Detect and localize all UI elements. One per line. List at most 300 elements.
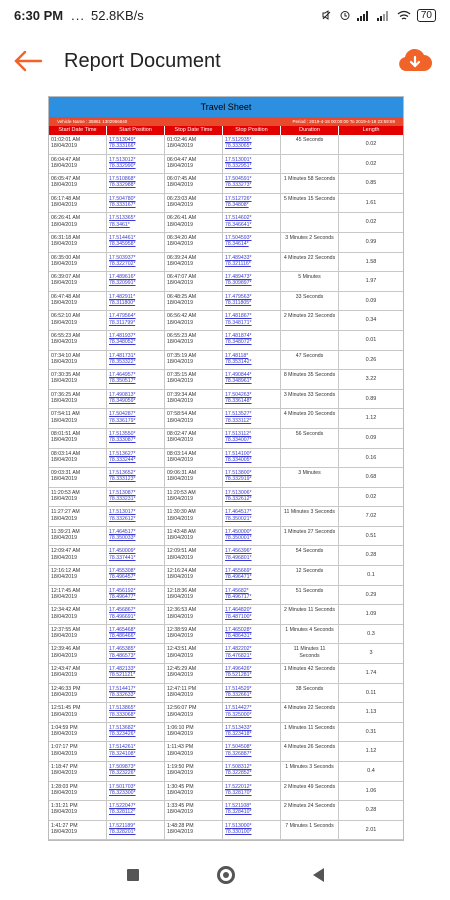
arrow-left-icon [13,50,43,72]
start-lat-link[interactable]: 17.456192* [109,587,136,594]
start-date: 18/04/2019 [51,731,77,738]
cell-start-time [49,213,107,232]
cell-duration: 12 Seconds [281,566,339,585]
start-lat-link[interactable]: 17.513365* [109,215,136,222]
stop-lat-link[interactable]: 17.450000* [225,528,252,535]
start-lng-link[interactable]: 78.323226* [109,770,136,777]
cloud-download-icon[interactable] [398,47,432,75]
stop-lng-link[interactable]: 78.309897* [225,280,252,287]
stop-date: 18/04/2019 [167,456,193,463]
stop-lng-link[interactable]: 78.350021* [225,515,252,522]
start-lng-link[interactable]: 78.328201* [109,829,136,836]
start-lat-link[interactable]: 17.513049* [109,137,136,143]
cell-start-time [49,742,107,761]
stop-time: 01:02:46 AM [167,137,197,143]
cell-stop-time [165,723,223,742]
stop-lat-link[interactable]: 17.513000* [225,822,252,829]
cell-length: 0.09 [365,297,377,304]
header-stop-position: Stop Position [223,126,281,135]
stop-lat-link[interactable]: 17.465028* [225,626,252,633]
cell-stop-time [165,507,223,526]
start-lat-link[interactable]: 17.513012* [109,156,136,163]
stop-lng-link[interactable]: 78.333273* [225,182,252,189]
cell-duration: 3 Minutes [281,468,339,487]
stop-lat-link[interactable]: 17.504591* [225,176,252,183]
stop-lat-link[interactable]: 17.45682* [225,587,249,594]
cell-duration: 7 Minutes 1 Seconds [281,821,339,840]
stop-date: 18/04/2019 [167,339,193,346]
start-time: 1:31:21 PM [51,803,78,810]
start-lat-link[interactable]: 17.513682* [109,724,136,731]
stop-lat-link[interactable]: 17.514602* [225,215,252,222]
stop-lng-link[interactable]: 78.34614* [225,241,249,248]
cell-stop-time [165,546,223,565]
stop-lng-link[interactable]: 78.334007* [225,437,252,444]
table-row [49,546,403,566]
stop-lng-link[interactable]: 78.332951* [225,162,252,169]
stop-lng-link[interactable]: 78.336148* [225,398,252,405]
cell-length: 0.4 [367,768,375,774]
start-date: 18/04/2019 [51,789,77,796]
stop-lat-link[interactable]: 17.481867* [225,313,252,320]
cell-length: 1.58 [365,258,377,265]
header-start-position: Start Position [107,126,165,135]
stop-time: 11:30:30 AM [167,509,196,516]
cell-stop-time [165,213,223,232]
start-time: 07:36:25 AM [51,391,81,398]
start-lat-link[interactable]: 17.521189* [109,822,136,829]
stop-time: 07:39:34 AM [167,391,197,398]
cell-stop-position [223,272,281,291]
start-lng-link[interactable]: 78.350517* [109,378,136,385]
cell-start-time [49,351,107,370]
stop-time: 07:58:54 AM [167,411,197,418]
stop-lat-link[interactable]: 17.521108* [225,803,252,810]
table-row [49,194,403,214]
start-lat-link[interactable]: 17.481731* [109,352,136,359]
cell-start-position [107,762,165,781]
cell-duration: 5 Minutes [281,272,339,291]
stop-date: 18/04/2019 [167,476,193,483]
start-lat-link[interactable]: 17.510868* [109,176,136,183]
start-lat-link[interactable]: 17.501703* [109,783,136,790]
start-lat-link[interactable]: 17.450009* [109,548,136,555]
cell-duration: 4 Minutes 22 Seconds [281,253,339,272]
stop-lng-link[interactable]: 78.476821* [225,652,252,659]
start-time: 06:39:07 AM [51,274,81,281]
stop-lat-link[interactable]: 17.513112* [225,430,252,437]
start-lat-link[interactable]: 17.509873* [109,764,136,770]
start-lat-link[interactable]: 17.456867* [109,607,136,614]
start-lat-link[interactable]: 17.504287* [109,411,136,418]
home-icon[interactable] [217,866,235,884]
stop-lng-link[interactable]: 78.348171* [225,319,252,326]
cell-duration: 1 Minutes 42 Seconds [281,664,339,683]
stop-lat-link[interactable]: 17.522012* [225,783,252,790]
cell-start-position [107,684,165,703]
cell-stop-position [223,821,281,840]
table-body [49,135,403,840]
cell-length: 0.16 [365,454,377,461]
stop-lng-link[interactable]: 78.323418* [225,731,252,738]
stop-date: 18/04/2019 [167,574,193,581]
start-lng-link[interactable]: 78.486573* [109,652,136,659]
start-lat-link[interactable]: 17.481937* [109,332,136,339]
table-row [49,762,403,782]
stop-date: 18/04/2019 [167,731,193,738]
start-lat-link[interactable]: 17.489616* [109,274,136,281]
start-lng-link[interactable]: 78.3461* [109,221,130,228]
cell-start-time [49,507,107,526]
table-row [49,586,403,606]
cell-stop-position [223,233,281,252]
start-lat-link[interactable]: 17.455308* [109,568,136,575]
stop-lng-link[interactable]: 78.333065* [225,143,252,150]
start-date: 18/04/2019 [51,613,77,620]
start-lat-link[interactable]: 17.513550* [109,430,136,437]
cell-stop-position [223,782,281,801]
cell-stop-position [223,331,281,350]
start-date: 18/04/2019 [51,750,77,757]
stop-lng-link[interactable]: 78.346641* [225,221,252,228]
stop-lng-link[interactable]: 78.322852* [225,770,252,777]
signal-icon-2 [377,10,391,21]
start-date: 18/04/2019 [51,221,77,228]
start-lng-link[interactable]: 78.336179* [109,417,136,424]
cell-start-position [107,782,165,801]
cell-stop-time [165,782,223,801]
cell-stop-time [165,703,223,722]
start-lat-link[interactable]: 17.514461* [109,234,136,241]
stop-lat-link[interactable]: 17.504263* [225,391,252,398]
stop-date: 18/04/2019 [167,319,193,326]
page-title: Report Document [64,49,221,72]
start-date: 18/04/2019 [51,162,77,169]
stop-lat-link[interactable]: 17.504508* [225,744,252,751]
start-time: 06:05:47 AM [51,176,81,183]
cell-stop-position [223,429,281,448]
stop-lat-link[interactable]: 17.482202* [225,646,252,653]
stop-lng-link[interactable]: 78.496801* [225,554,252,561]
cell-stop-time [165,821,223,840]
stop-time: 06:07:45 AM [167,176,197,183]
start-lat-link[interactable]: 17.504780* [109,195,136,202]
start-time: 01:02:01 AM [51,137,81,143]
start-time: 12:46:33 PM [51,685,81,692]
stop-time: 1:19:50 PM [167,764,194,770]
stop-lat-link[interactable]: 17.464820* [225,607,252,614]
start-lat-link[interactable]: 17.490813* [109,391,136,398]
start-lat-link[interactable]: 17.482911* [109,293,136,300]
start-lat-link[interactable]: 17.513627* [109,450,136,457]
table-row [49,625,403,645]
travel-sheet [48,96,404,841]
start-lng-link[interactable]: 78.348052* [109,339,136,346]
cell-length: 1.06 [365,787,377,794]
stop-lng-link[interactable]: 78.486431* [225,633,252,640]
stop-time: 06:26:41 AM [167,215,197,222]
cell-length: 0.29 [365,591,377,598]
start-lng-link[interactable]: 78.333123* [109,476,136,483]
cell-start-time [49,331,107,350]
start-time: 08:01:51 AM [51,430,81,437]
stop-lng-link[interactable]: 78.350001* [225,535,252,542]
start-lng-link[interactable]: 78.333167* [109,202,136,209]
stop-lat-link[interactable]: 17.513001* [225,156,252,163]
stop-lat-link[interactable]: 17.489473* [225,274,252,281]
header-duration: Duration [281,126,339,135]
start-time: 1:41:27 PM [51,822,78,829]
start-lat-link[interactable]: 17.465468* [109,626,136,633]
stop-lng-link[interactable]: 78.328410* [225,809,252,816]
start-lng-link[interactable]: 78.486466* [109,633,136,640]
start-lng-link[interactable]: 78.332612* [109,515,136,522]
stop-time: 12:09:51 AM [167,548,197,555]
start-lng-link[interactable]: 78.521121* [109,672,136,679]
start-lng-link[interactable]: 78.333068* [109,711,136,718]
stop-lat-link[interactable]: 17.456396* [225,548,252,555]
cell-duration: 11 Minutes 11 Seconds [281,644,339,663]
cell-duration: 51 Seconds [281,586,339,605]
stop-lng-link[interactable]: 78.348072* [225,339,252,346]
stop-lat-link[interactable]: 17.489433* [225,254,252,261]
start-lat-link[interactable]: 17.522047* [109,803,136,810]
stop-time: 06:55:23 AM [167,332,197,339]
stop-lng-link[interactable]: 78.521281* [225,672,252,679]
start-lng-link[interactable]: 78.324108* [109,750,136,757]
stop-lng-link[interactable]: 78.333112* [225,417,252,424]
start-lng-link[interactable]: 78.332988* [109,182,136,189]
stop-lng-link[interactable]: 78.496717* [225,593,252,600]
start-lng-link[interactable]: 78.322702* [109,260,136,267]
stop-date: 18/04/2019 [167,613,193,620]
table-row [49,409,403,429]
table-row [49,801,403,821]
cell-length: 0.01 [365,336,377,343]
stop-date: 18/04/2019 [167,515,193,522]
start-lng-link[interactable]: 78.332990* [109,162,136,169]
status-bar [0,0,450,30]
stop-lng-link[interactable]: 78.34808* [225,202,249,209]
stop-lng-link[interactable]: 78.330100* [225,829,252,836]
stop-lat-link[interactable]: 17.512726* [225,195,252,202]
start-lat-link[interactable]: 17.513652* [109,470,136,477]
cell-stop-position [223,566,281,585]
start-lng-link[interactable]: 78.350033* [109,535,136,542]
start-time: 08:03:14 AM [51,450,81,457]
cell-stop-position [223,390,281,409]
cell-stop-time [165,762,223,781]
cell-start-position [107,331,165,350]
stop-lat-link[interactable]: 17.514529* [225,685,252,692]
table-row [49,684,403,704]
stop-time: 11:20:53 AM [167,489,196,496]
start-lat-link[interactable]: 17.464957* [109,372,136,379]
start-lng-link[interactable]: 78.333087* [109,437,136,444]
cell-start-time [49,723,107,742]
start-lat-link[interactable]: 17.503937* [109,254,136,261]
stop-time: 12:45:29 AM [167,666,197,673]
cell-length: 0.26 [365,356,377,363]
stop-lng-link[interactable]: 78.326887* [225,750,252,757]
start-lng-link[interactable]: 78.496457* [109,574,136,581]
stop-lng-link[interactable]: 78.487100* [225,613,252,620]
start-lng-link[interactable]: 78.333231* [109,495,136,502]
start-lat-link[interactable]: 17.514261* [109,744,136,751]
start-lat-link[interactable]: 17.513087* [109,489,136,496]
stop-time: 1:48:28 PM [167,822,194,829]
table-row [49,429,403,449]
cell-duration: 33 Seconds [281,292,339,311]
cell-start-time [49,566,107,585]
stop-lat-link[interactable]: 17.508312* [225,764,252,770]
cell-stop-position [223,253,281,272]
cell-length: 2.01 [365,826,377,833]
cell-stop-time [165,488,223,507]
stop-date: 18/04/2019 [167,770,193,777]
table-row [49,723,403,743]
stop-lng-link[interactable]: 78.348961* [225,378,252,385]
stop-lat-link[interactable]: 17.464517* [225,509,252,516]
cell-duration: 5 Minutes 15 Seconds [281,194,339,213]
start-lng-link[interactable]: 78.320991* [109,280,136,287]
cell-length: 0.1 [367,572,375,579]
start-lng-link[interactable]: 78.333244* [109,456,136,463]
start-lat-link[interactable]: 17.464517* [109,528,136,535]
start-lat-link[interactable]: 17.479564* [109,313,136,320]
start-time: 1:28:03 PM [51,783,78,790]
stop-lat-link[interactable]: 17.514427* [225,705,252,712]
stop-lat-link[interactable]: 17.481874* [225,332,252,339]
start-lat-link[interactable]: 17.513017* [109,509,136,516]
stop-lat-link[interactable]: 17.455669* [225,568,252,575]
cell-stop-position [223,664,281,683]
stop-lng-link[interactable]: 78.328170* [225,789,252,796]
stop-lat-link[interactable]: 17.514100* [225,450,252,457]
stop-lng-link[interactable]: 78.496471* [225,574,252,581]
cell-stop-time [165,468,223,487]
start-date: 18/04/2019 [51,770,77,777]
start-time: 12:09:47 AM [51,548,81,555]
table-row [49,566,403,586]
status-time: 6:30 PM [14,7,64,23]
start-date: 18/04/2019 [51,260,77,267]
start-date: 18/04/2019 [51,574,77,581]
start-time: 06:35:00 AM [51,254,81,261]
start-lng-link[interactable]: 78.345958* [109,241,136,248]
stop-lng-link[interactable]: 78.334005* [225,456,252,463]
cell-stop-time [165,801,223,820]
start-lng-link[interactable]: 78.337441* [109,554,136,561]
cell-start-time [49,253,107,272]
start-lng-link[interactable]: 78.311799* [109,319,136,326]
start-lng-link[interactable]: 78.496691* [109,613,136,620]
stop-time: 06:23:03 AM [167,195,197,202]
cell-stop-time [165,370,223,389]
start-lng-link[interactable]: 78.311800* [109,300,136,307]
recents-icon[interactable] [127,869,139,881]
back-triangle-icon[interactable] [313,868,324,882]
stop-lat-link[interactable]: 17.513006* [225,489,252,496]
stop-date: 18/04/2019 [167,221,193,228]
start-lng-link[interactable]: 78.332633* [109,691,136,698]
status-network-speed: 52.8KB/s [90,7,144,23]
start-lng-link[interactable]: 78.353322* [109,358,136,365]
stop-time: 12:47:11 PM [167,685,197,692]
table-row [49,351,403,371]
start-date: 18/04/2019 [51,515,77,522]
stop-lng-link[interactable]: 78.353142* [225,358,252,365]
start-time: 1:18:47 PM [51,764,78,770]
start-date: 18/04/2019 [51,300,77,307]
stop-lat-link[interactable]: 17.496426* [225,666,252,673]
cell-start-position [107,625,165,644]
stop-lng-link[interactable]: 78.311805* [225,300,252,307]
stop-lat-link[interactable]: 17.504593* [225,234,252,241]
start-lat-link[interactable]: 17.513865* [109,705,136,712]
start-date: 18/04/2019 [51,280,77,287]
cell-start-time [49,801,107,820]
stop-lng-link[interactable]: 78.332612* [225,495,252,502]
cell-duration: 11 Minutes 3 Seconds [281,507,339,526]
table-row [49,233,403,253]
stop-lat-link[interactable]: 17.513527* [225,411,252,418]
table-row [49,174,403,194]
stop-lng-link[interactable]: 78.332661* [225,691,252,698]
stop-date: 18/04/2019 [167,143,193,150]
table-row [49,664,403,684]
stop-date: 18/04/2019 [167,809,193,816]
report-viewer[interactable] [0,92,450,850]
cell-start-time [49,605,107,624]
cell-length: 0.89 [365,395,377,402]
cell-duration [281,213,339,232]
stop-lng-link[interactable]: 78.332919* [225,476,252,483]
stop-time: 11:43:48 AM [167,528,196,535]
start-lat-link[interactable]: 17.465385* [109,646,136,653]
cell-duration [281,155,339,174]
start-lng-link[interactable]: 78.323426* [109,731,136,738]
cell-stop-position [223,742,281,761]
stop-lat-link[interactable]: 17.490844* [225,372,252,379]
cell-duration: 4 Minutes 20 Seconds [281,409,339,428]
stop-lng-link[interactable]: 78.325000* [225,711,252,718]
start-lng-link[interactable]: 78.496477* [109,593,136,600]
stop-lat-link[interactable]: 17.479563* [225,293,252,300]
start-lng-link[interactable]: 78.328112* [109,809,136,816]
stop-date: 18/04/2019 [167,437,193,444]
start-lng-link[interactable]: 78.323300* [109,789,136,796]
cell-start-position [107,723,165,742]
start-lng-link[interactable]: 78.349059* [109,398,136,405]
start-lat-link[interactable]: 17.514417* [109,685,136,692]
start-time: 06:17:48 AM [51,195,81,202]
start-time: 12:37:55 AM [51,626,81,633]
start-lng-link[interactable]: 78.333166* [109,143,136,150]
stop-lat-link[interactable]: 17.512935* [225,137,252,143]
start-date: 18/04/2019 [51,633,77,640]
stop-lng-link[interactable]: 78.321116* [225,260,251,267]
back-button[interactable] [0,30,56,92]
stop-lat-link[interactable]: 17.48118* [225,352,249,359]
stop-time: 1:30:45 PM [167,783,194,790]
start-lat-link[interactable]: 17.482133* [109,666,136,673]
stop-lat-link[interactable]: 17.513800* [225,470,252,477]
cell-start-time [49,370,107,389]
stop-lat-link[interactable]: 17.513433* [225,724,252,731]
cell-duration: 2 Minutes 49 Seconds [281,782,339,801]
cell-stop-time [165,351,223,370]
